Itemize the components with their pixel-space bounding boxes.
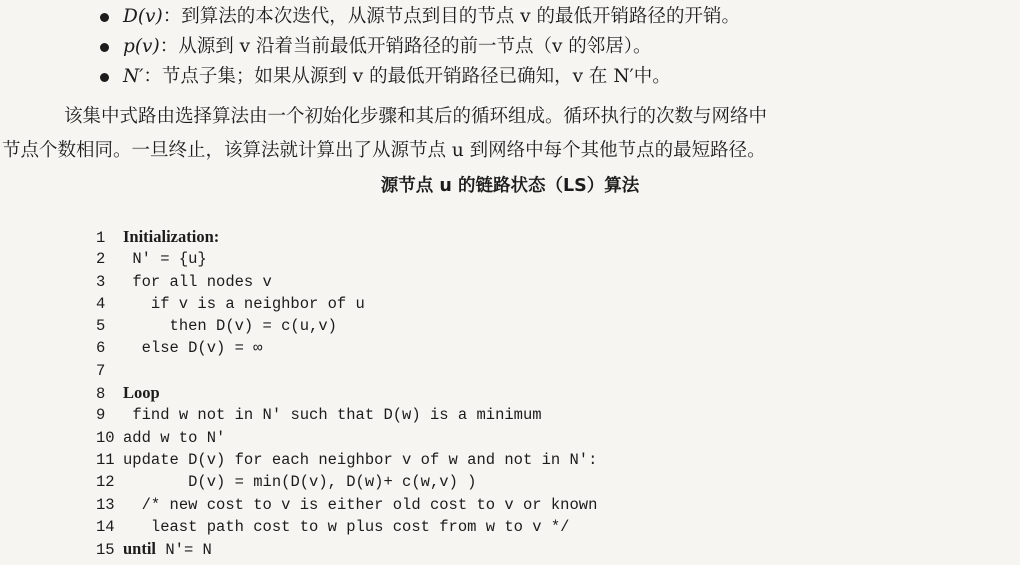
code-indent xyxy=(123,496,142,514)
code-line xyxy=(96,293,597,315)
code-line xyxy=(96,315,597,337)
definition-item xyxy=(100,32,740,62)
code-text: else D(v) = ∞ xyxy=(141,339,263,358)
line-number: 2 xyxy=(96,250,106,269)
line-number: 5 xyxy=(96,317,106,336)
code-text: update D(v) for each neighbor v of w and not in N′: xyxy=(123,450,598,469)
code-keyword: Loop xyxy=(123,383,160,403)
code-text: then D(v) = c(u,v) xyxy=(169,317,337,336)
code-indent xyxy=(123,273,132,291)
definition-item xyxy=(100,2,740,32)
code-line xyxy=(96,226,597,248)
code-indent xyxy=(123,317,170,335)
code-line xyxy=(96,337,597,359)
code-line xyxy=(96,360,597,382)
algorithm-code-block xyxy=(96,226,597,560)
code-line xyxy=(96,382,597,404)
definition-term: D(v) xyxy=(123,6,163,27)
code-keyword: Initialization: xyxy=(123,227,220,246)
code-indent xyxy=(123,518,151,536)
code-line xyxy=(96,449,597,471)
paragraph-line: 节点个数相同。一旦终止，该算法就计算出了从源节点 u 到网络中每个其他节点的最短路径。 xyxy=(2,140,766,161)
line-number: 9 xyxy=(96,406,106,425)
line-number: 1 xyxy=(96,229,106,247)
code-indent xyxy=(123,339,142,357)
line-number: 6 xyxy=(96,339,106,358)
code-text: for all nodes v xyxy=(132,272,272,291)
code-line xyxy=(96,248,597,270)
line-number: 11 xyxy=(96,450,115,469)
code-line xyxy=(96,427,597,449)
line-number: 14 xyxy=(96,517,115,536)
line-number: 7 xyxy=(96,361,106,380)
algorithm-title: 源节点 u 的链路状态（LS）算法 xyxy=(380,176,640,196)
bullet-icon xyxy=(100,73,109,82)
definition-text: ：节点子集；如果从源到 v 的最低开销路径已确知，v 在 N′中。 xyxy=(143,66,671,87)
definition-list xyxy=(100,2,740,92)
code-line xyxy=(96,404,597,426)
code-indent xyxy=(123,295,151,313)
code-text: find w not in N′ such that D(w) is a minimum xyxy=(132,406,542,425)
code-indent xyxy=(123,250,132,268)
code-line xyxy=(96,516,597,538)
paragraph-line: 该集中式路由选择算法由一个初始化步骤和其后的循环组成。循环执行的次数与网络中 xyxy=(64,106,768,127)
line-number: 12 xyxy=(96,473,115,492)
bullet-icon xyxy=(100,13,109,22)
code-text: N′ = {u} xyxy=(132,250,207,269)
line-number: 15 xyxy=(96,541,115,560)
code-text: D(v) = min(D(v), D(w)+ c(w,v) ) xyxy=(188,473,477,492)
code-text: /* new cost to v is either old cost to v or known xyxy=(141,495,598,514)
line-number: 10 xyxy=(96,428,115,447)
definition-text: ：从源到 v 沿着当前最低开销路径的前一节点（v 的邻居）。 xyxy=(159,36,652,57)
code-text: least path cost to w plus cost from w to v */ xyxy=(150,517,570,536)
body-paragraph xyxy=(0,100,1020,168)
code-line xyxy=(96,471,597,493)
code-text: if v is a neighbor of u xyxy=(150,294,365,313)
line-number: 3 xyxy=(96,272,106,291)
definition-term: p(v) xyxy=(123,36,160,57)
code-text: add w to N′ xyxy=(123,428,226,447)
definition-term: N′ xyxy=(123,66,144,87)
bullet-icon xyxy=(100,43,109,52)
line-number: 13 xyxy=(96,495,115,514)
code-line xyxy=(96,271,597,293)
definition-text: ：到算法的本次迭代，从源节点到目的节点 v 的最低开销路径的开销。 xyxy=(162,6,740,27)
code-line xyxy=(96,494,597,516)
code-indent xyxy=(123,473,188,491)
line-number: 8 xyxy=(96,385,106,404)
code-keyword: until xyxy=(123,539,157,559)
definition-item xyxy=(100,62,740,92)
code-line xyxy=(96,538,597,560)
code-indent xyxy=(123,406,132,424)
code-text: N′= N xyxy=(165,541,212,560)
line-number: 4 xyxy=(96,294,106,313)
